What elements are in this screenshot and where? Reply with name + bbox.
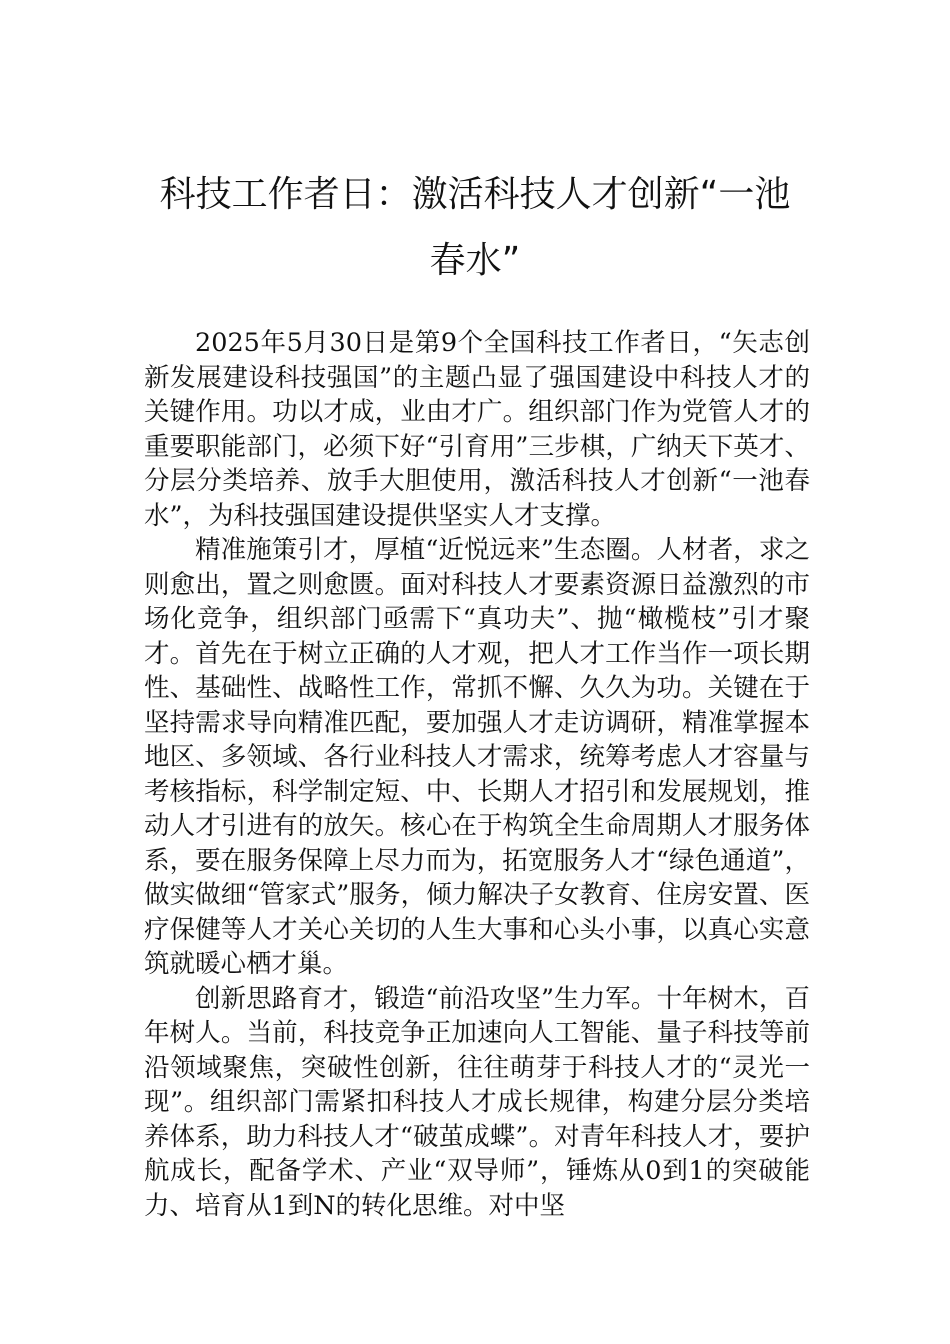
- paragraph-attract-talent: 精准施策引才，厚植“近悦远来”生态圈。人材者，求之则愈出，置之则愈匮。面对科技人才要素资源日益激烈的市场化竞争，组织部门亟需下“真功夫”、抛“橄榄枝”引才聚才。首先在于树立正确的人才观，把人才工作当作一项长期性、基础性、战略性工作，常抓不懈、久久为功。关键在于坚持需求导向精准匹配，要加强人才走访调研，精准掌握本地区、多领域、各行业科技人才需求，统筹考虑人才容量与考核指标，科学制定短、中、长期人才招引和发展规划，推动人才引进有的放矢。核心在于构筑全生命周期人才服务体系，要在服务保障上尽力而为，拓宽服务人才“绿色通道”，做实做细“管家式”服务，倾力解决子女教育、住房安置、医疗保健等人才关心关切的人生大事和心头小事，以真心实意筑就暖心栖才巢。: [144, 535, 810, 979]
- paragraph-intro: 2025年5月30日是第9个全国科技工作者日，“矢志创新发展建设科技强国”的主题凸显了强国建设中科技人才的关键作用。功以才成，业由才广。组织部门作为党管人才的重要职能部门，必须下好“引育用”三步棋，广纳天下英才、分层分类培养、放手大胆使用，激活科技人才创新“一池春水”，为科技强国建设提供坚实人才支撑。: [144, 328, 810, 531]
- document-title: [100, 162, 850, 294]
- title-line-1: 科技工作者日：激活科技人才创新“一池: [159, 174, 791, 215]
- title-line-2: 春水”: [429, 240, 521, 281]
- paragraph-cultivate-talent: 创新思路育才，锻造“前沿攻坚”生力军。十年树木，百年树人。当前，科技竞争正加速向人工智能、量子科技等前沿领域聚焦，突破性创新，往往萌芽于科技人才的“灵光一现”。组织部门需紧扣科技人才成长规律，构建分层分类培养体系，助力科技人才“破茧成蝶”。对青年科技人才，要护航成长，配备学术、产业“双导师”，锤炼从0到1的突破能力、培育从1到N的转化思维。对中坚: [144, 983, 810, 1221]
- document-body: [144, 326, 810, 1223]
